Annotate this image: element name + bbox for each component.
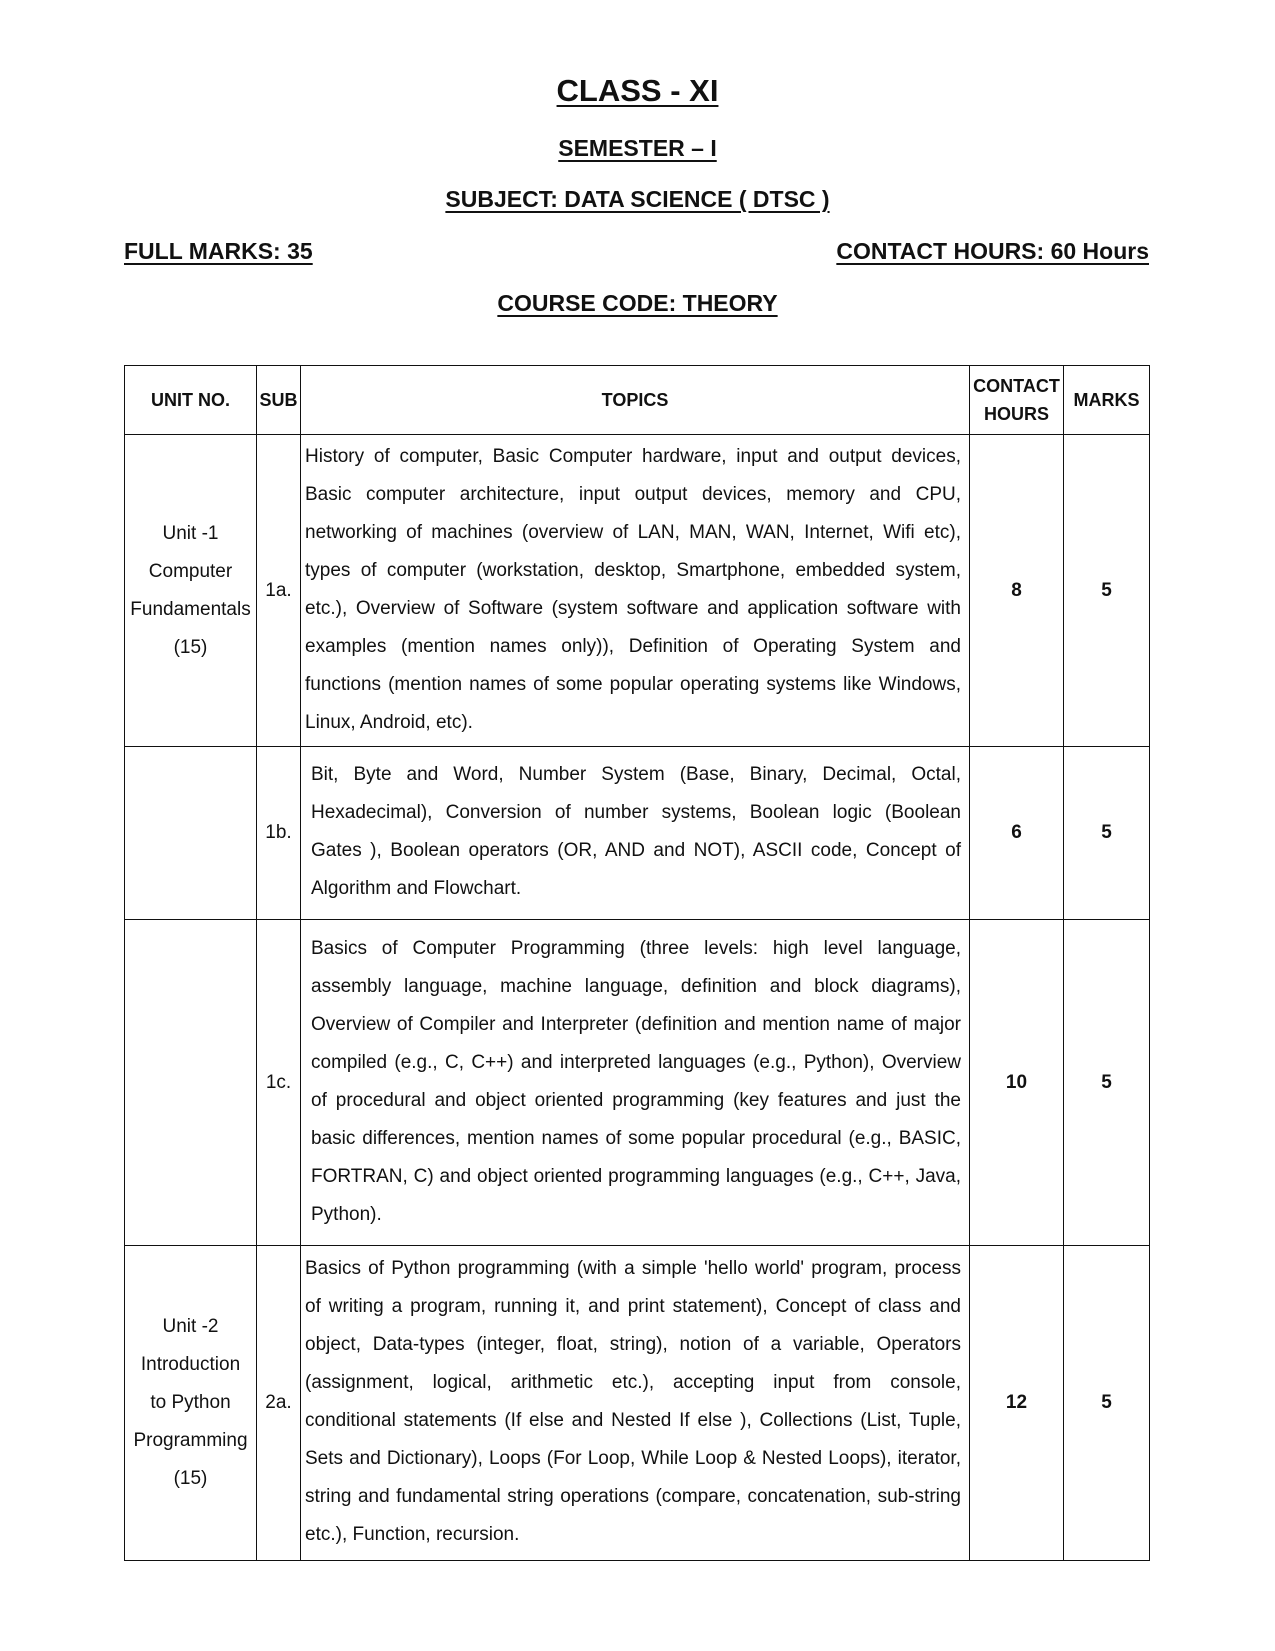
sub-cell: 2a. [257, 1246, 301, 1561]
topics-cell: History of computer, Basic Computer hardware, input and output devices, Basic computer architecture, input output devices, memory and CPU, networking of machines (overview of LAN, MAN, WAN, Internet, Wifi etc), types of computer (workstation, desktop, Smartphone, embedded system, etc.), Overview of Software (system software and application software with examples (mention names only)), Definition of Operating System and functions (mention names of some popular operating systems like Windows, Linux, Android, etc). [301, 435, 970, 747]
unit-line: Unit -2 [162, 1316, 219, 1337]
class-title: CLASS - XI [556, 73, 719, 108]
marks-cell: 5 [1064, 1246, 1150, 1561]
unit-cell [125, 435, 257, 747]
topics-cell: Basics of Computer Programming (three levels: high level language, assembly language, machine language, definition and block diagrams), Overview of Compiler and Interpreter (definition and mention name of major compiled (e.g., C, C++) and interpreted languages (e.g., Python), Overview of procedural and object oriented programming (key features and just the basic differences, mention names of some popular procedural (e.g., BASIC, FORTRAN, C) and object oriented programming languages (e.g., C++, Java, Python). [301, 920, 970, 1246]
table-row [125, 920, 1150, 1246]
unit-line: (15) [173, 1468, 208, 1489]
table-header-row [125, 366, 1150, 435]
unit-line: to Python [150, 1392, 231, 1413]
sub-cell: 1b. [257, 747, 301, 920]
sub-cell: 1c. [257, 920, 301, 1246]
header-marks: MARKS [1064, 366, 1150, 435]
contact-hours-cell: 10 [970, 920, 1064, 1246]
unit-cell [125, 1246, 257, 1561]
header-sub: SUB [257, 366, 301, 435]
table-row [125, 747, 1150, 920]
unit-cell [125, 920, 257, 1246]
table-row [125, 435, 1150, 747]
sub-cell: 1a. [257, 435, 301, 747]
header-contact-line1: CONTACT [973, 376, 1060, 396]
unit-cell [125, 747, 257, 920]
unit-line: Unit -1 [162, 522, 219, 544]
unit-line: Fundamentals [130, 598, 251, 620]
topics-cell: Basics of Python programming (with a simple 'hello world' program, process of writing a program, running it, and print statement), Concept of class and object, Data-types (integer, float, string), notion of a variable, Operators (assignment, logical, arithmetic etc.), accepting input from console, conditional statements (If else and Nested If else ), Collections (List, Tuple, Sets and Dictionary), Loops (For Loop, While Loop & Nested Loops), iterator, string and fundamental string operations (compare, concatenation, sub-string etc.), Function, recursion. [301, 1246, 970, 1561]
subject-title: SUBJECT: DATA SCIENCE ( DTSC ) [445, 186, 830, 212]
semester-title: SEMESTER – I [558, 135, 717, 161]
full-marks: FULL MARKS: 35 [124, 238, 313, 264]
header-unit-no: UNIT NO. [125, 366, 257, 435]
contact-hours-cell: 12 [970, 1246, 1064, 1561]
header-contact-line2: HOURS [983, 404, 1049, 424]
topics-cell: Bit, Byte and Word, Number System (Base, Binary, Decimal, Octal, Hexadecimal), Conversion of number systems, Boolean logic (Boolean Gates ), Boolean operators (OR, AND and NOT), ASCII code, Concept of Algorithm and Flowchart. [301, 747, 970, 920]
table-row [125, 1246, 1150, 1561]
syllabus-table [124, 365, 1150, 1561]
unit-line: Computer [148, 560, 233, 582]
contact-hours: CONTACT HOURS: 60 Hours [836, 238, 1149, 264]
contact-hours-cell: 6 [970, 747, 1064, 920]
unit-line: (15) [173, 636, 208, 658]
marks-hours-row [124, 238, 1149, 265]
marks-cell: 5 [1064, 747, 1150, 920]
unit-line: Programming [133, 1430, 248, 1451]
marks-cell: 5 [1064, 435, 1150, 747]
contact-hours-cell: 8 [970, 435, 1064, 747]
course-code: COURSE CODE: THEORY [497, 290, 778, 316]
header-contact-hours [970, 366, 1064, 435]
unit-line: Introduction [140, 1354, 241, 1375]
header-topics: TOPICS [301, 366, 970, 435]
marks-cell: 5 [1064, 920, 1150, 1246]
